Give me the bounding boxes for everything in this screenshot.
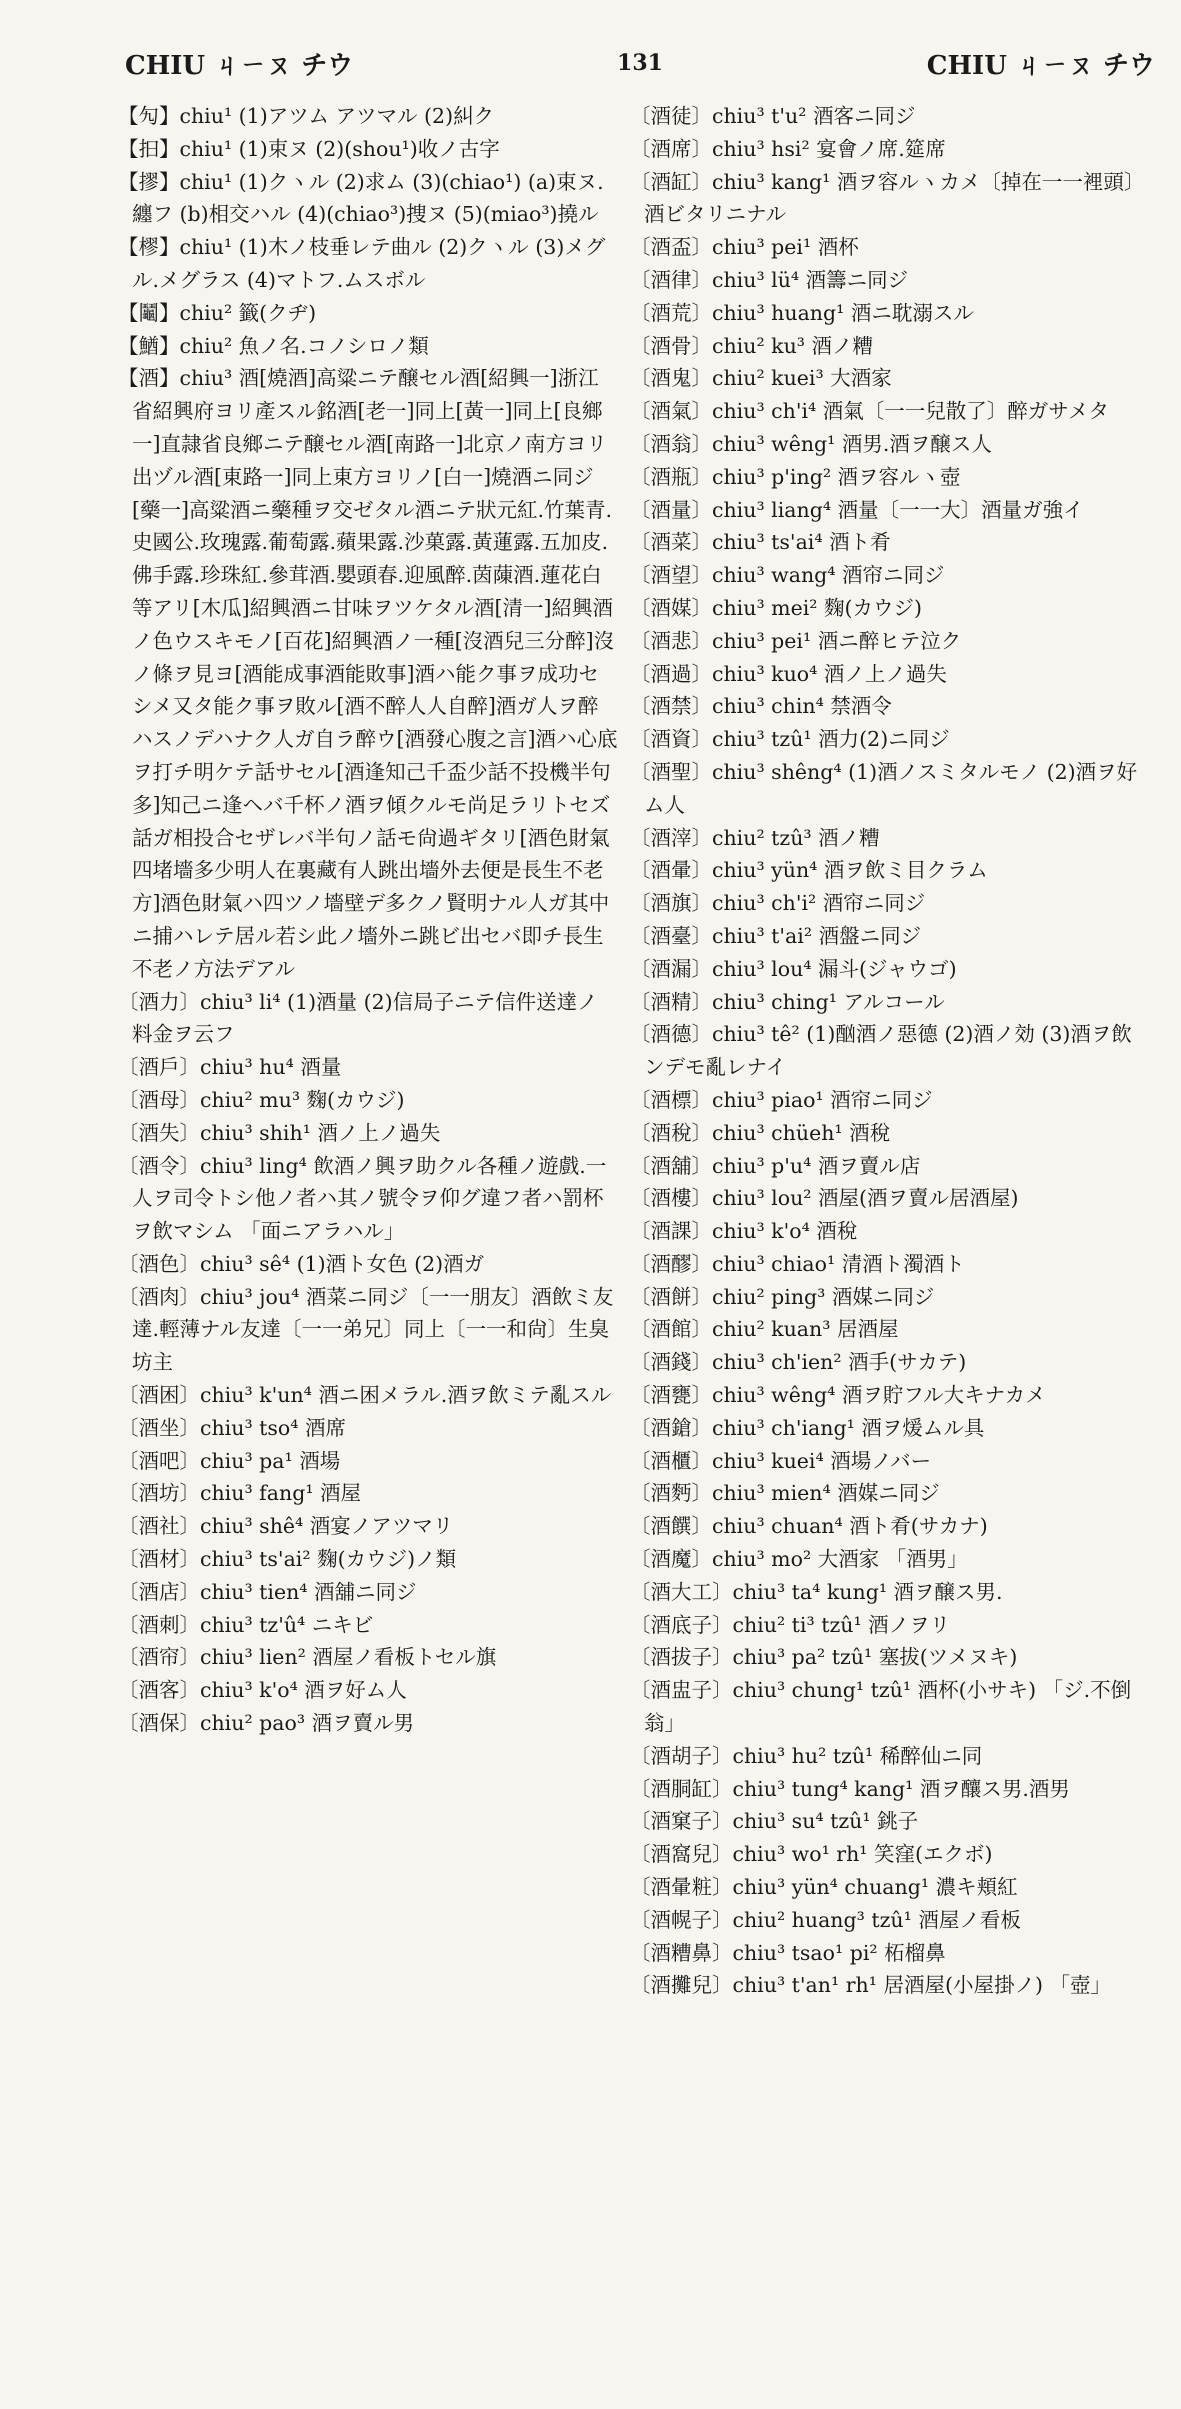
dictionary-entry: 〔酒刺〕chiu³ tz'û⁴ ニキビ xyxy=(118,1612,374,1637)
dictionary-entry: 〔酒戶〕chiu³ hu⁴ 酒量 xyxy=(118,1055,342,1080)
dictionary-entry: 〔酒媒〕chiu³ mei² 麴(カウジ) xyxy=(630,595,923,620)
dictionary-entry: 【樛】chiu¹ (1)木ノ枝垂レテ曲ル (2)クヽル (3)メグル.メグラス (4)マトフ.ムスボル xyxy=(118,235,606,292)
dictionary-entry: 〔酒失〕chiu³ shih¹ 酒ノ上ノ過失 xyxy=(118,1120,441,1145)
dictionary-entry: 〔酒稅〕chiu³ chüeh¹ 酒稅 xyxy=(630,1120,891,1145)
dictionary-entry: 〔酒精〕chiu³ ching¹ アルコール xyxy=(630,989,945,1014)
dictionary-entry: 〔酒資〕chiu³ tzû¹ 酒力(2)ニ同ジ xyxy=(630,727,950,752)
dictionary-entry: 〔酒幌子〕chiu² huang³ tzû¹ 酒屋ノ看板 xyxy=(630,1907,1021,1932)
dictionary-entry: 〔酒鬼〕chiu² kuei³ 大酒家 xyxy=(630,366,892,391)
dictionary-entry: 〔酒拔子〕chiu³ pa² tzû¹ 塞拔(ツメヌキ) xyxy=(630,1645,1018,1670)
dictionary-entry: 〔酒社〕chiu³ shê⁴ 酒宴ノアツマリ xyxy=(118,1514,454,1539)
dictionary-entry: 【摎】chiu¹ (1)クヽル (2)求ム (3)(chiao¹) (a)束ヌ.纏フ (b)相交ハル (4)(chiao³)捜ヌ (5)(miao³)撓ル xyxy=(118,169,604,227)
dictionary-entry: 〔酒聖〕chiu³ shêng⁴ (1)酒ノスミタルモノ (2)酒ヲ好ム人 xyxy=(630,759,1138,817)
dictionary-entry: 〔酒館〕chiu² kuan³ 居酒屋 xyxy=(630,1317,899,1342)
dictionary-entry: 〔酒力〕chiu³ li⁴ (1)酒量 (2)信局子ニテ信件送達ノ料金ヲ云フ xyxy=(118,989,598,1047)
dictionary-entry: 〔酒麪〕chiu³ mien⁴ 酒媒ニ同ジ xyxy=(630,1481,940,1506)
dictionary-entry: 〔酒母〕chiu² mu³ 麴(カウジ) xyxy=(118,1087,405,1112)
dictionary-entry: 〔酒坊〕chiu³ fang¹ 酒屋 xyxy=(118,1481,362,1506)
dictionary-entry: 〔酒望〕chiu³ wang⁴ 酒帘ニ同ジ xyxy=(630,563,945,588)
dictionary-entry: 【抇】chiu¹ (1)束ヌ (2)(shou¹)收ノ古字 xyxy=(118,136,500,161)
dictionary-entry: 〔酒色〕chiu³ sê⁴ (1)酒ト女色 (2)酒ガ xyxy=(118,1251,485,1276)
dictionary-entry: 〔酒德〕chiu³ tê² (1)酗酒ノ惡德 (2)酒ノ効 (3)酒ヲ飲ンデモ亂レナイ xyxy=(630,1022,1132,1080)
dictionary-entry: 〔酒盃〕chiu³ pei¹ 酒杯 xyxy=(630,235,859,260)
dictionary-entry: 〔酒瓶〕chiu³ p'ing² 酒ヲ容ルヽ壺 xyxy=(630,464,961,489)
dictionary-entry: 〔酒攤兒〕chiu³ t'an¹ rh¹ 居酒屋(小屋掛ノ) 「壺」 xyxy=(630,1973,1111,1998)
right-column xyxy=(630,100,1150,2002)
dictionary-entry: 〔酒材〕chiu³ ts'ai² 麴(カウジ)ノ類 xyxy=(118,1547,457,1572)
dictionary-entry: 〔酒底子〕chiu² ti³ tzû¹ 酒ノヲリ xyxy=(630,1612,951,1637)
dictionary-entry: 〔酒店〕chiu³ tien⁴ 酒舖ニ同ジ xyxy=(118,1579,417,1604)
dictionary-entry: 〔酒窠子〕chiu³ su⁴ tzû¹ 銚子 xyxy=(630,1809,919,1834)
dictionary-entry: 【酒】chiu³ 酒[燒酒]高粱ニテ醸セル酒[紹興一]浙江省紹興府ヨリ產スル銘酒[老一]同上[黃一]同上[良鄉一]直隷省良鄉ニテ醸セル酒[南路一]北京ノ南方ヨリ出ヅル酒[東路一]同上東方ヨリノ[白一]燒酒ニ同ジ[藥一]高粱酒ニ藥種ヲ交ゼタル酒ニテ狀元紅.竹葉青.史國公.玫瑰露.葡萄露.蘋果露.沙菓露.黃蓮露.五加皮.佛手露.珍珠紅.參茸酒.嬰頭春.迎風醉.茵蔯酒.蓮花白等アリ[木瓜]紹興酒ニ甘味ヲツケタル酒[清一]紹興酒ノ色ウスキモノ[百花]紹興酒ノ一種[沒酒兒三分醉]沒ノ條ヲ見ヨ[酒能成事酒能敗事]酒ハ能ク事ヲ成功セシメ又タ能ク事ヲ敗ル[酒不醉人人自醉]酒ガ人ヲ醉ハスノデハナク人ガ自ラ醉ウ[酒發心腹之言]酒ハ心底ヲ打チ明ケテ話サセル[酒逢知己千盃少話不投機半句多]知己ニ逢ヘバ千杯ノ酒ヲ傾クルモ尚足ラリトセズ話ガ相投合セザレバ半句ノ話モ尙過ギタリ[酒色財氣四堵墻多少明人在裏藏有人跳出墻外去便是長生不老方]酒色財氣ハ四ツノ墻壁デ多クノ賢明ナル人ガ其中ニ捕ハレテ居ル若シ此ノ墻外ニ跳ビ出セバ即チ長生不老ノ方法デアル xyxy=(118,366,618,981)
dictionary-entry: 〔酒盅子〕chiu³ chung¹ tzû¹ 酒杯(小サキ) 「ジ.不倒翁」 xyxy=(630,1678,1132,1736)
dictionary-entry: 〔酒坐〕chiu³ tso⁴ 酒席 xyxy=(118,1415,347,1440)
left-column xyxy=(118,100,618,1740)
dictionary-entry: 〔酒荒〕chiu³ huang¹ 酒ニ耽溺スル xyxy=(630,300,974,325)
dictionary-entry: 【勼】chiu¹ (1)アツム アツマル (2)糾ク xyxy=(118,104,495,128)
dictionary-entry: 〔酒氣〕chiu³ ch'i⁴ 酒氣〔一一兒散了〕醉ガサメタ xyxy=(630,399,1109,424)
dictionary-entry: 〔酒魔〕chiu³ mo² 大酒家 「酒男」 xyxy=(630,1547,968,1572)
dictionary-entry: 〔酒甕〕chiu³ wêng⁴ 酒ヲ貯フル大キナカメ xyxy=(630,1383,1046,1408)
dictionary-entry: 〔酒席〕chiu³ hsi² 宴會ノ席.筵席 xyxy=(630,136,946,161)
dictionary-entry: 〔酒櫃〕chiu³ kuei⁴ 酒場ノバー xyxy=(630,1448,932,1473)
header-left: CHIU ㄐㄧㄡ チウ xyxy=(125,50,354,81)
dictionary-entry: 〔酒徒〕chiu³ t'u² 酒客ニ同ジ xyxy=(630,104,916,128)
dictionary-entry: 〔酒旗〕chiu³ ch'i² 酒帘ニ同ジ xyxy=(630,891,926,916)
dictionary-entry: 〔酒課〕chiu³ k'o⁴ 酒稅 xyxy=(630,1219,858,1244)
dictionary-entry: 〔酒鎗〕chiu³ ch'iang¹ 酒ヲ煖ムル具 xyxy=(630,1415,985,1440)
dictionary-entry: 〔酒保〕chiu² pao³ 酒ヲ賣ル男 xyxy=(118,1711,415,1736)
dictionary-entry: 〔酒困〕chiu³ k'un⁴ 酒ニ困メラル.酒ヲ飲ミテ亂スル xyxy=(118,1383,612,1408)
dictionary-entry: 〔酒暈〕chiu³ yün⁴ 酒ヲ飲ミ目クラム xyxy=(630,858,988,883)
dictionary-entry: 〔酒窩兒〕chiu³ wo¹ rh¹ 笑窪(エクボ) xyxy=(630,1842,993,1867)
dictionary-entry: 〔酒舖〕chiu³ p'u⁴ 酒ヲ賣ル店 xyxy=(630,1153,921,1178)
dictionary-entry: 〔酒樓〕chiu³ lou² 酒屋(酒ヲ賣ル居酒屋) xyxy=(630,1186,1019,1211)
dictionary-entry: 〔酒量〕chiu³ liang⁴ 酒量〔一一大〕酒量ガ強イ xyxy=(630,497,1084,522)
dictionary-entry: 〔酒悲〕chiu³ pei¹ 酒ニ醉ヒテ泣ク xyxy=(630,628,962,653)
dictionary-entry: 〔酒吧〕chiu³ pa¹ 酒場 xyxy=(118,1448,341,1473)
dictionary-entry: 〔酒暈粧〕chiu³ yün⁴ chuang¹ 濃キ頬紅 xyxy=(630,1875,1018,1900)
dictionary-entry: 〔酒胡子〕chiu³ hu² tzû¹ 稀醉仙ニ同 xyxy=(630,1743,983,1768)
dictionary-entry: 〔酒帘〕chiu³ lien² 酒屋ノ看板トセル旗 xyxy=(118,1645,497,1670)
dictionary-entry: 〔酒糟鼻〕chiu³ tsao¹ pi² 柘榴鼻 xyxy=(630,1940,946,1965)
dictionary-entry: 〔酒禁〕chiu³ chin⁴ 禁酒令 xyxy=(630,694,892,719)
dictionary-entry: 〔酒錢〕chiu³ ch'ien² 酒手(サカテ) xyxy=(630,1350,967,1375)
dictionary-entry: 【鬮】chiu² 籤(クヂ) xyxy=(118,300,317,325)
dictionary-entry: 【鰌】chiu² 魚ノ名.コノシロノ類 xyxy=(118,333,429,358)
dictionary-entry: 〔酒漏〕chiu³ lou⁴ 漏斗(ジャウゴ) xyxy=(630,956,957,981)
dictionary-entry: 〔酒醪〕chiu³ chiao¹ 清酒ト濁酒ト xyxy=(630,1251,965,1276)
page-number: 131 xyxy=(617,50,663,76)
dictionary-entry: 〔酒菜〕chiu³ ts'ai⁴ 酒ト肴 xyxy=(630,530,891,555)
dictionary-entry: 〔酒過〕chiu³ kuo⁴ 酒ノ上ノ過失 xyxy=(630,661,947,686)
dictionary-entry: 〔酒標〕chiu³ piao¹ 酒帘ニ同ジ xyxy=(630,1087,933,1112)
dictionary-entry: 〔酒饌〕chiu³ chuan⁴ 酒ト肴(サカナ) xyxy=(630,1514,988,1539)
header-right: CHIU ㄐㄧㄡ チウ xyxy=(926,50,1155,81)
dictionary-entry: 〔酒翁〕chiu³ wêng¹ 酒男.酒ヲ醸ス人 xyxy=(630,431,992,456)
dictionary-entry: 〔酒滓〕chiu² tzû³ 酒ノ糟 xyxy=(630,825,880,850)
dictionary-entry: 〔酒餅〕chiu² ping³ 酒媒ニ同ジ xyxy=(630,1284,935,1309)
dictionary-entry: 〔酒缸〕chiu³ kang¹ 酒ヲ容ルヽカメ〔掉在一一裡頭〕酒ビタリニナル xyxy=(630,169,1145,227)
dictionary-entry: 〔酒胴缸〕chiu³ tung⁴ kang¹ 酒ヲ釀ス男.酒男 xyxy=(630,1776,1070,1801)
dictionary-entry: 〔酒骨〕chiu² ku³ 酒ノ糟 xyxy=(630,333,874,358)
dictionary-entry: 〔酒客〕chiu³ k'o⁴ 酒ヲ好ム人 xyxy=(118,1678,407,1703)
dictionary-entry: 〔酒大工〕chiu³ ta⁴ kung¹ 酒ヲ醸ス男. xyxy=(630,1579,1003,1604)
dictionary-entry: 〔酒令〕chiu³ ling⁴ 飲酒ノ興ヲ助クル各種ノ遊戲.一人ヲ司令トシ他ノ者ハ其ノ號令ヲ仰グ違フ者ハ罰杯ヲ飲マシム 「面ニアラハル」 xyxy=(118,1153,607,1244)
dictionary-entry: 〔酒臺〕chiu³ t'ai² 酒盤ニ同ジ xyxy=(630,923,922,948)
dictionary-entry: 〔酒律〕chiu³ lü⁴ 酒籌ニ同ジ xyxy=(630,267,909,292)
running-header xyxy=(125,40,1155,86)
dictionary-entry: 〔酒肉〕chiu³ jou⁴ 酒菜ニ同ジ〔一一朋友〕酒飲ミ友達.輕薄ナル友達〔一一弟兄〕同上〔一一和尙〕生臭坊主 xyxy=(118,1284,614,1375)
